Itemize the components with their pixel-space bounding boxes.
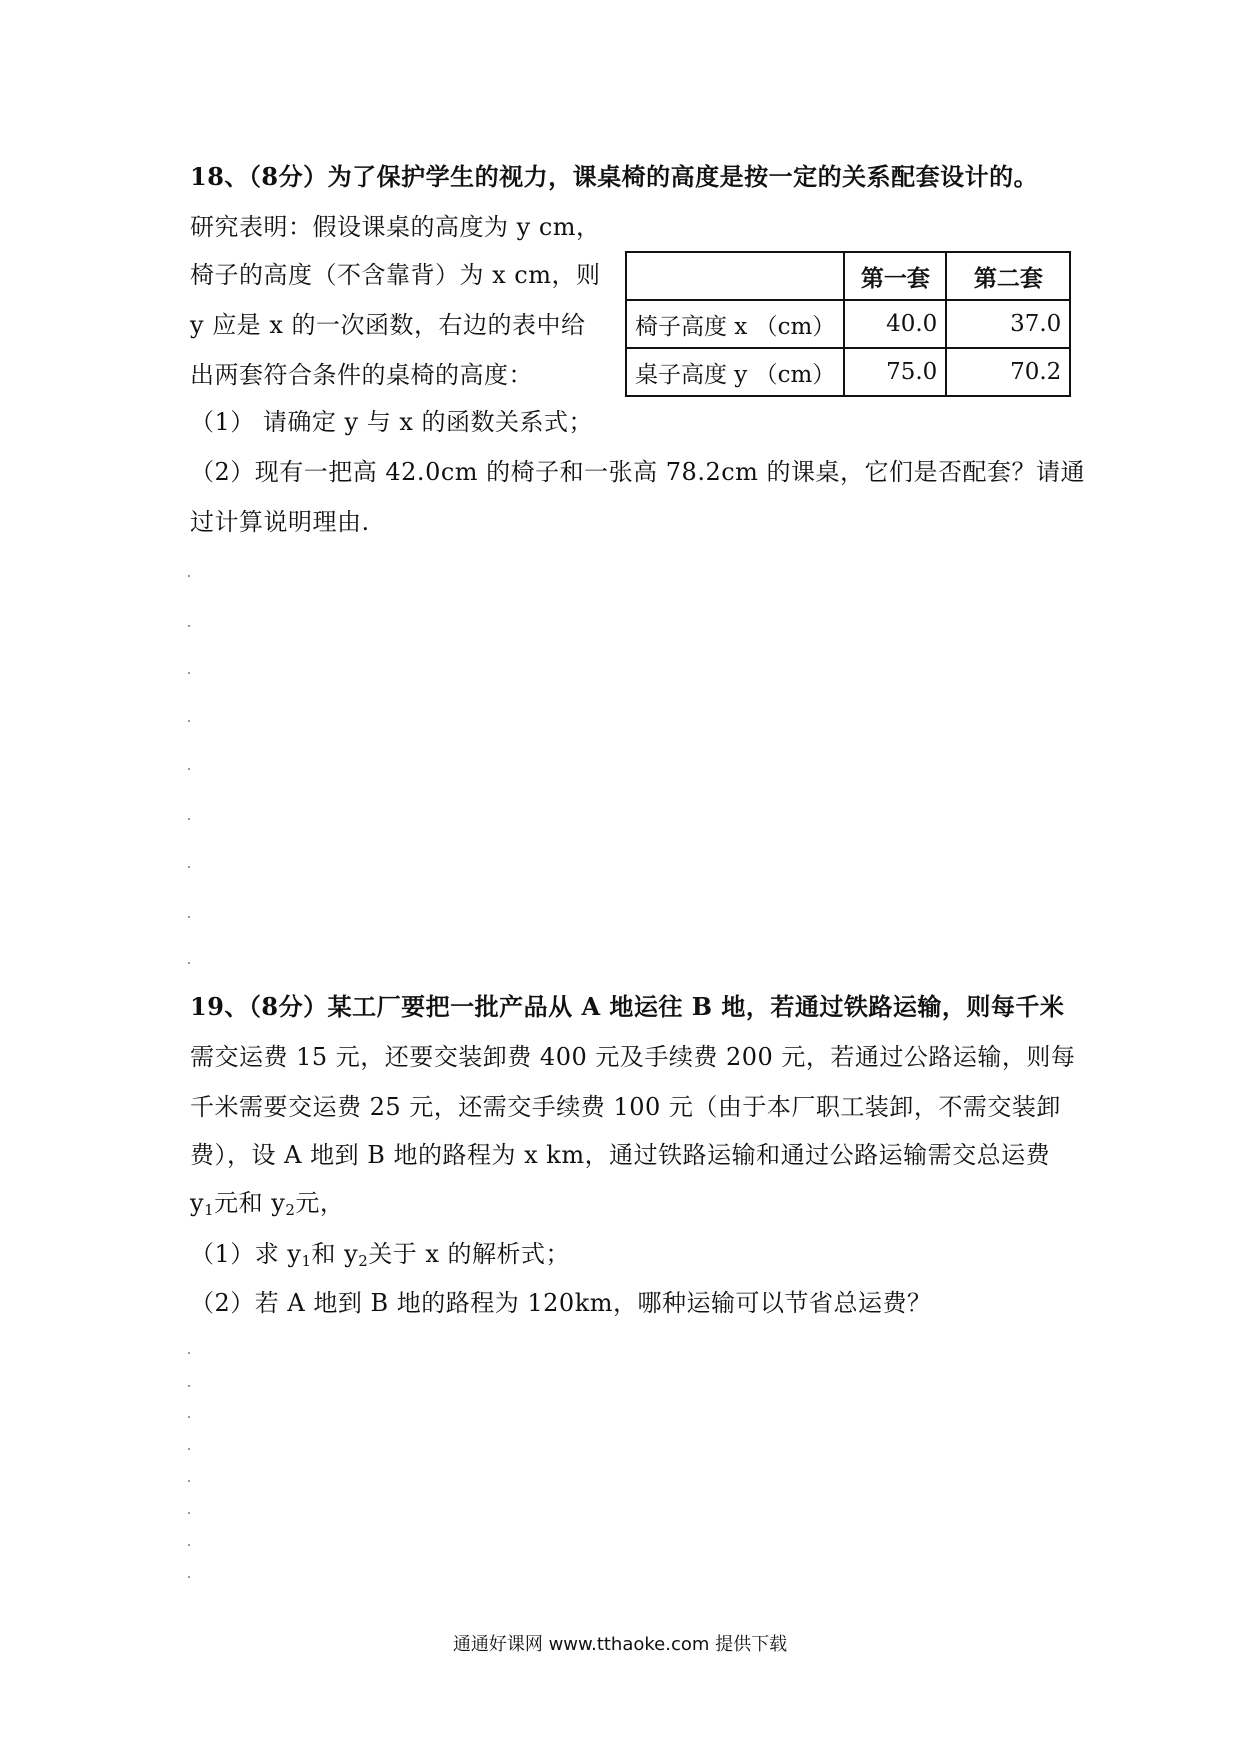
q18-text-line: 出两套符合条件的桌椅的高度： [190, 361, 533, 389]
table-row [626, 300, 1070, 348]
answer-space-mark [188, 1448, 190, 1450]
table-cell: 37.0 [946, 300, 1070, 348]
table-row-label: 椅子高度 x （cm） [626, 300, 844, 348]
text-fragment: 元和 [214, 1189, 272, 1217]
answer-space-mark [188, 1544, 190, 1546]
answer-space-mark [188, 1416, 190, 1418]
var-y: y [271, 1189, 286, 1217]
answer-space-mark [188, 1352, 190, 1354]
text-fragment: 关于 x 的解析式； [368, 1240, 571, 1268]
var-y: y [287, 1240, 302, 1268]
text-fragment: 元， [295, 1189, 345, 1217]
table-cell: 40.0 [844, 300, 946, 348]
table-row [626, 348, 1070, 396]
answer-space-mark [188, 962, 190, 964]
q19-text-line [190, 1186, 344, 1227]
answer-space-mark [188, 672, 190, 674]
table-cell: 70.2 [946, 348, 1070, 396]
page-footer: 通通好课网 www.tthaoke.com 提供下载 [452, 1634, 788, 1655]
table-header-cell [626, 252, 844, 300]
var-y: y [190, 1189, 205, 1217]
q18-text-line: y 应是 x 的一次函数，右边的表中给 [190, 311, 586, 339]
table-header-row [626, 252, 1070, 300]
subscript: 2 [358, 1252, 369, 1270]
text-fragment: （1）求 [190, 1240, 288, 1268]
answer-space-mark [188, 818, 190, 820]
q19-text-line: 千米需要交运费 25 元，还需交手续费 100 元（由于本厂职工装卸，不需交装卸 [190, 1093, 1061, 1121]
q19-title: 19、（8分）某工厂要把一批产品从 A 地运往 B 地，若通过铁路运输，则每千米 [190, 992, 1065, 1021]
q18-text-line: 椅子的高度（不含靠背）为 x cm，则 [190, 261, 601, 289]
q18-subquestion-2: （2）现有一把高 42.0cm 的椅子和一张高 78.2cm 的课桌，它们是否配套？请通 [190, 458, 1086, 486]
subscript: 2 [285, 1201, 296, 1219]
q18-text-line: 研究表明：假设课桌的高度为 y cm， [190, 213, 601, 241]
q18-title: 18、（8分）为了保护学生的视力，课桌椅的高度是按一定的关系配套设计的。 [190, 162, 1039, 191]
height-table [625, 251, 1071, 397]
q19-subquestion-2: （2）若 A 地到 B 地的路程为 120km，哪种运输可以节省总运费？ [190, 1289, 932, 1317]
q18-subquestion-1: （1） 请确定 y 与 x 的函数关系式； [190, 408, 594, 436]
answer-space-mark [188, 916, 190, 918]
text-fragment: 和 [311, 1240, 345, 1268]
table-row-label: 桌子高度 y （cm） [626, 348, 844, 396]
q19-text-line: 费），设 A 地到 B 地的路程为 x km，通过铁路运输和通过公路运输需交总运费 [190, 1141, 1051, 1169]
answer-space-mark [188, 1512, 190, 1514]
answer-space-mark [188, 625, 190, 627]
q19-text-line: 需交运费 15 元，还要交装卸费 400 元及手续费 200 元，若通过公路运输，则每 [190, 1043, 1076, 1071]
q18-subquestion-2-cont: 过计算说明理由. [190, 508, 370, 536]
answer-space-mark [188, 720, 190, 722]
table-header-cell: 第一套 [844, 252, 946, 300]
table-header-cell: 第二套 [946, 252, 1070, 300]
answer-space-mark [188, 575, 190, 577]
subscript: 1 [204, 1201, 215, 1219]
answer-space-mark [188, 1480, 190, 1482]
var-y: y [344, 1240, 359, 1268]
answer-space-mark [188, 768, 190, 770]
table-cell: 75.0 [844, 348, 946, 396]
answer-space-mark [188, 866, 190, 868]
subscript: 1 [301, 1252, 312, 1270]
answer-space-mark [188, 1385, 190, 1387]
answer-space-mark [188, 1576, 190, 1578]
q19-subquestion-1 [190, 1237, 570, 1278]
